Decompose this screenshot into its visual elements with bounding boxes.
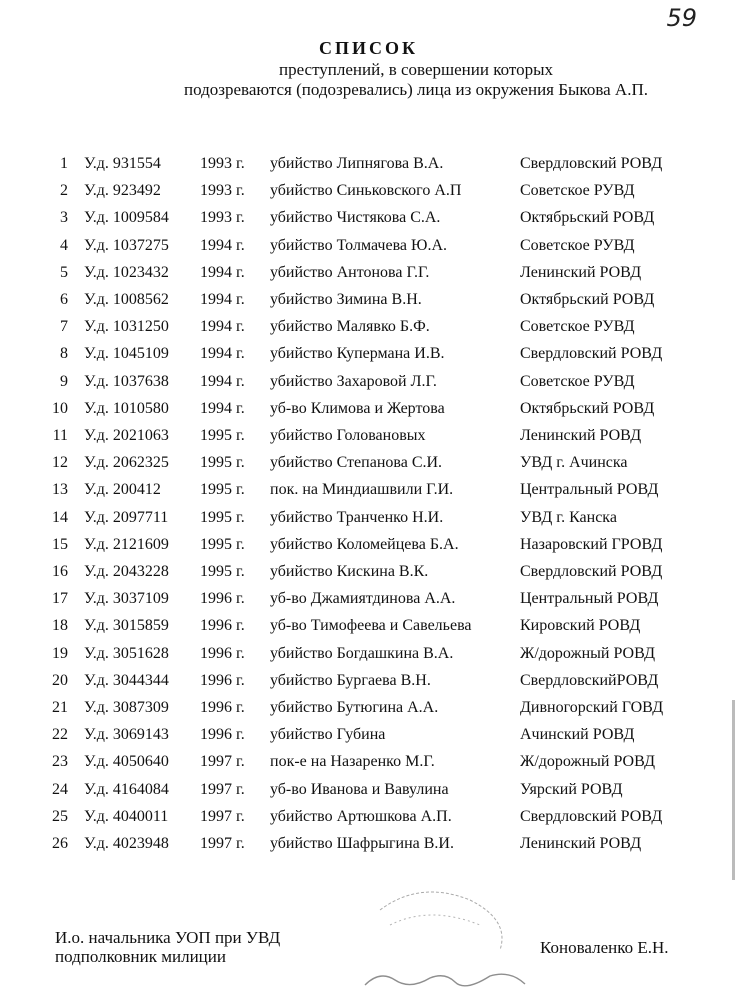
table-row xyxy=(0,509,737,533)
police-department: Свердловский РОВД xyxy=(520,345,663,363)
crime-description: убийство Чистякова С.А. xyxy=(270,209,441,227)
case-year: 1996 г. xyxy=(200,617,245,635)
row-number: 10 xyxy=(52,399,68,417)
crime-description: убийство Артюшкова А.П. xyxy=(270,807,452,825)
case-number: У.д. 4164084 xyxy=(84,780,169,798)
row-number: 14 xyxy=(52,508,68,526)
row-number: 2 xyxy=(60,182,68,200)
case-year: 1997 г. xyxy=(200,780,245,798)
case-year: 1996 г. xyxy=(200,699,245,716)
table-row xyxy=(0,781,737,805)
table-row xyxy=(0,291,737,315)
police-department: Советское РУВД xyxy=(520,372,635,390)
crime-description: убийство Транченко Н.И. xyxy=(270,508,444,526)
case-number: У.д. 3037109 xyxy=(84,590,169,608)
table-row xyxy=(0,155,737,179)
police-department: УВД г. Канска xyxy=(520,508,617,526)
crime-description: убийство Головановых xyxy=(270,427,426,444)
case-year: 1994 г. xyxy=(200,263,245,281)
case-number: У.д. 200412 xyxy=(84,481,161,499)
police-department: Назаровский ГРОВД xyxy=(520,535,663,553)
table-row xyxy=(0,699,737,723)
case-year: 1994 г. xyxy=(200,399,245,417)
police-department: Свердловский РОВД xyxy=(520,807,663,825)
table-row xyxy=(0,835,737,859)
case-year: 1994 г. xyxy=(200,291,245,308)
police-department: Советское РУВД xyxy=(520,236,635,254)
police-department: Октябрьский РОВД xyxy=(520,399,655,417)
row-number: 25 xyxy=(52,807,68,825)
row-number: 20 xyxy=(52,671,68,689)
table-row xyxy=(0,808,737,832)
case-year: 1996 г. xyxy=(200,671,245,689)
row-number: 19 xyxy=(52,644,68,662)
crime-description: убийство Губина xyxy=(270,726,386,744)
document-subtitle-line1: преступлений, в совершении которых xyxy=(278,60,553,79)
case-number: У.д. 1045109 xyxy=(84,345,169,363)
case-year: 1994 г. xyxy=(200,236,245,254)
police-department: Ленинский РОВД xyxy=(520,835,642,852)
case-year: 1995 г. xyxy=(200,535,245,553)
case-number: У.д. 2121609 xyxy=(84,535,169,553)
table-row xyxy=(0,454,737,478)
row-number: 3 xyxy=(60,209,68,227)
table-row xyxy=(0,672,737,696)
row-number: 24 xyxy=(52,780,68,798)
case-year: 1995 г. xyxy=(200,454,245,472)
crime-description: пок-е на Назаренко М.Г. xyxy=(270,753,435,771)
case-number: У.д. 3087309 xyxy=(84,699,169,716)
case-number: У.д. 4050640 xyxy=(84,753,169,771)
row-number: 1 xyxy=(60,155,68,172)
scan-edge-mark xyxy=(732,700,735,880)
police-department: УВД г. Ачинска xyxy=(520,454,628,472)
signatory-rank: подполковник милиции xyxy=(55,947,226,966)
case-number: У.д. 923492 xyxy=(84,182,161,200)
document-subtitle-line2: подозреваются (подозревались) лица из окружения Быкова А.П. xyxy=(184,80,648,99)
crime-description: убийство Липнягова В.А. xyxy=(270,155,444,172)
case-number: У.д. 1009584 xyxy=(84,209,169,227)
police-department: Ленинский РОВД xyxy=(520,263,642,281)
table-row xyxy=(0,645,737,669)
table-row xyxy=(0,617,737,641)
crime-description: уб-во Джамиятдинова А.А. xyxy=(270,590,456,608)
police-department: Ж/дорожный РОВД xyxy=(520,644,656,662)
row-number: 22 xyxy=(52,726,68,744)
row-number: 17 xyxy=(52,590,68,608)
table-row xyxy=(0,182,737,206)
table-row xyxy=(0,400,737,424)
row-number: 15 xyxy=(52,535,68,553)
row-number: 5 xyxy=(60,263,68,281)
table-row xyxy=(0,345,737,369)
police-department: Советское РУВД xyxy=(520,318,635,336)
table-row xyxy=(0,563,737,587)
table-row xyxy=(0,318,737,342)
case-year: 1996 г. xyxy=(200,590,245,608)
table-row xyxy=(0,209,737,233)
case-number: У.д. 2043228 xyxy=(84,563,169,580)
case-number: У.д. 1031250 xyxy=(84,318,169,336)
case-number: У.д. 3051628 xyxy=(84,644,169,662)
crime-description: убийство Толмачева Ю.А. xyxy=(270,236,448,254)
police-department: Центральный РОВД xyxy=(520,590,659,608)
case-number: У.д. 2021063 xyxy=(84,427,169,444)
page-number: 59 xyxy=(666,4,697,32)
row-number: 6 xyxy=(60,291,68,308)
crime-description: убийство Купермана И.В. xyxy=(270,345,445,363)
crime-description: убийство Малявко Б.Ф. xyxy=(270,318,430,336)
police-department: Уярский РОВД xyxy=(520,780,623,798)
case-number: У.д. 1037275 xyxy=(84,236,169,254)
table-row xyxy=(0,237,737,261)
crime-description: убийство Зимина В.Н. xyxy=(270,291,422,308)
case-year: 1994 г. xyxy=(200,372,245,390)
table-row xyxy=(0,536,737,560)
police-department: Дивногорский ГОВД xyxy=(520,699,664,716)
table-row xyxy=(0,373,737,397)
crime-description: уб-во Иванова и Вавулина xyxy=(270,780,449,798)
crime-description: убийство Бутюгина А.А. xyxy=(270,699,439,716)
case-year: 1994 г. xyxy=(200,345,245,363)
case-year: 1997 г. xyxy=(200,835,245,852)
crime-description: убийство Богдашкина В.А. xyxy=(270,644,454,662)
crime-description: убийство Коломейцева Б.А. xyxy=(270,535,459,553)
row-number: 4 xyxy=(60,236,68,254)
case-year: 1997 г. xyxy=(200,753,245,771)
police-department: Октябрьский РОВД xyxy=(520,209,655,227)
row-number: 21 xyxy=(52,699,68,716)
row-number: 7 xyxy=(60,318,68,336)
case-year: 1993 г. xyxy=(200,209,245,227)
case-number: У.д. 3015859 xyxy=(84,617,169,635)
table-row xyxy=(0,726,737,750)
row-number: 11 xyxy=(52,427,68,444)
case-year: 1995 г. xyxy=(200,481,245,499)
case-number: У.д. 931554 xyxy=(84,155,161,172)
crime-description: убийство Шафрыгина В.И. xyxy=(270,835,454,852)
case-year: 1994 г. xyxy=(200,318,245,336)
table-row xyxy=(0,481,737,505)
police-department: Ж/дорожный РОВД xyxy=(520,753,656,771)
case-year: 1995 г. xyxy=(200,508,245,526)
row-number: 13 xyxy=(52,481,68,499)
police-department: Кировский РОВД xyxy=(520,617,641,635)
table-row xyxy=(0,427,737,451)
case-number: У.д. 3069143 xyxy=(84,726,169,744)
case-year: 1996 г. xyxy=(200,644,245,662)
police-department: Советское РУВД xyxy=(520,182,635,200)
stamp-and-signature-icon xyxy=(360,880,530,990)
row-number: 26 xyxy=(52,835,68,852)
row-number: 23 xyxy=(52,753,68,771)
case-year: 1995 г. xyxy=(200,563,245,580)
police-department: Свердловский РОВД xyxy=(520,563,663,580)
crime-description: убийство Антонова Г.Г. xyxy=(270,263,430,281)
police-department: Октябрьский РОВД xyxy=(520,291,655,308)
case-year: 1995 г. xyxy=(200,427,245,444)
document-title: СПИСОК xyxy=(318,38,419,58)
police-department: Свердловский РОВД xyxy=(520,155,663,172)
case-number: У.д. 4040011 xyxy=(84,807,169,825)
crime-description: убийство Кискина В.К. xyxy=(270,563,429,580)
case-year: 1993 г. xyxy=(200,155,245,172)
case-year: 1997 г. xyxy=(200,807,245,825)
case-number: У.д. 2097711 xyxy=(84,508,169,526)
table-row xyxy=(0,753,737,777)
row-number: 18 xyxy=(52,617,68,635)
signatory-position: И.о. начальника УОП при УВД xyxy=(55,928,281,947)
crime-description: убийство Степанова С.И. xyxy=(270,454,443,472)
case-number: У.д. 4023948 xyxy=(84,835,169,852)
case-number: У.д. 1010580 xyxy=(84,399,169,417)
police-department: Ачинский РОВД xyxy=(520,726,635,744)
row-number: 8 xyxy=(60,345,68,363)
crime-description: уб-во Климова и Жертова xyxy=(270,399,445,417)
case-number: У.д. 2062325 xyxy=(84,454,169,472)
case-number: У.д. 1008562 xyxy=(84,291,169,308)
case-number: У.д. 1023432 xyxy=(84,263,169,281)
row-number: 9 xyxy=(60,372,68,390)
police-department: СвердловскийРОВД xyxy=(520,671,659,689)
row-number: 16 xyxy=(52,563,68,580)
row-number: 12 xyxy=(52,454,68,472)
signatory-name: Коноваленко Е.Н. xyxy=(540,938,669,957)
crime-description: пок. на Миндиашвили Г.И. xyxy=(270,481,454,499)
crime-description: уб-во Тимофеева и Савельева xyxy=(270,617,472,635)
police-department: Центральный РОВД xyxy=(520,481,659,499)
table-row xyxy=(0,264,737,288)
table-row xyxy=(0,590,737,614)
crime-description: убийство Бургаева В.Н. xyxy=(270,671,431,689)
crime-description: убийство Синьковского А.П xyxy=(270,182,462,200)
police-department: Ленинский РОВД xyxy=(520,427,642,444)
case-number: У.д. 1037638 xyxy=(84,372,169,390)
crime-description: убийство Захаровой Л.Г. xyxy=(270,372,437,390)
case-year: 1996 г. xyxy=(200,726,245,744)
case-year: 1993 г. xyxy=(200,182,245,200)
case-number: У.д. 3044344 xyxy=(84,671,169,689)
